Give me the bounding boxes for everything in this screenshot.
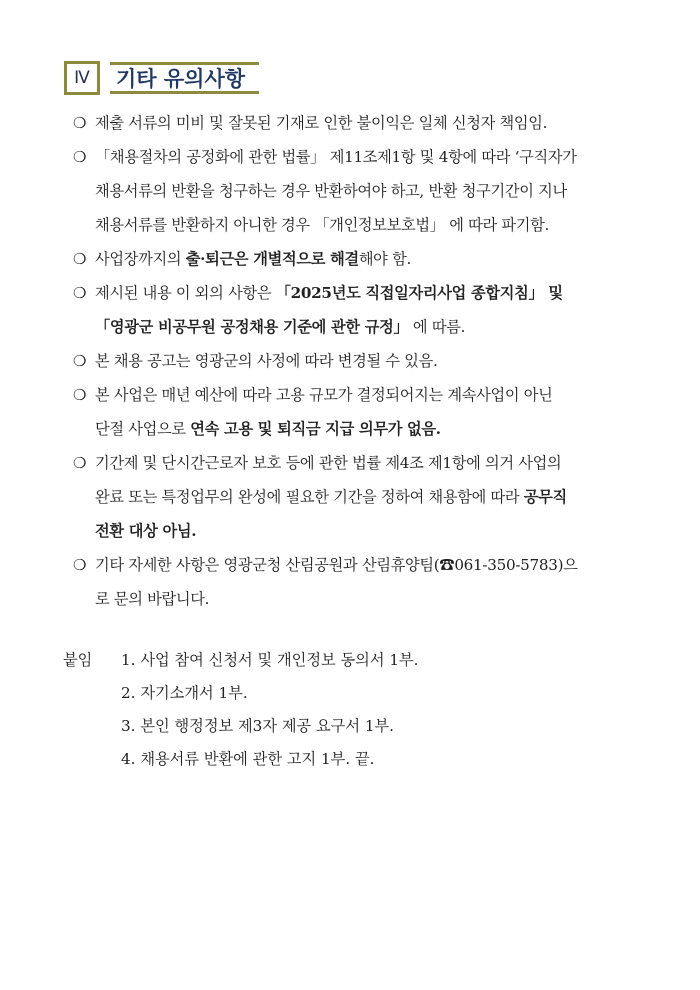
text: 제출 서류의 미비 및 잘못된 기재로 인한 불이익은 일체 신청자 책임임. xyxy=(95,114,548,132)
item-line xyxy=(73,344,693,378)
attachment-item xyxy=(63,677,419,710)
section-header xyxy=(64,62,259,94)
text: 완료 또는 특정업무의 완성에 필요한 기간을 정하여 채용함에 따라 xyxy=(95,488,524,506)
item-line xyxy=(73,412,693,446)
item-line xyxy=(73,242,693,276)
circle-bullet-icon: ❍ xyxy=(73,386,87,404)
bold-text: 연속 고용 및 퇴직금 지급 의무가 없음. xyxy=(190,420,441,438)
text: 기간제 및 단시간근로자 보호 등에 관한 법률 제4조 제1항에 의거 사업의 xyxy=(95,454,562,472)
bold-text: 출·퇴근은 개별적으로 해결 xyxy=(185,250,359,268)
bold-text: 전환 대상 아님. xyxy=(95,522,197,540)
bold-text: 「2025년도 직접일자리사업 종합지침」 및 xyxy=(275,284,563,302)
notice-list xyxy=(73,106,693,616)
text: 에 따름. xyxy=(408,318,466,336)
circle-bullet-icon: ❍ xyxy=(73,250,87,268)
bold-text: 「영광군 비공무원 공정채용 기준에 관한 규정」 xyxy=(95,318,409,336)
text: 본 사업은 매년 예산에 따라 고용 규모가 결정되어지는 계속사업이 아닌 xyxy=(95,386,553,404)
list-item xyxy=(73,276,693,344)
attachment-label: 붙임 xyxy=(63,651,93,669)
item-line xyxy=(73,378,693,412)
circle-bullet-icon: ❍ xyxy=(73,454,87,472)
section-title: 기타 유의사항 xyxy=(110,62,259,94)
attachment-text: 1. 사업 참여 신청서 및 개인정보 동의서 1부. xyxy=(121,651,419,669)
circle-bullet-icon: ❍ xyxy=(73,284,87,302)
text: 「채용절차의 공정화에 관한 법률」 제11조제1항 및 4항에 따라 ‘구직자가 xyxy=(95,148,577,166)
section-number: Ⅳ xyxy=(64,61,100,95)
list-item xyxy=(73,344,693,378)
attachment-text: 3. 본인 행정정보 제3자 제공 요구서 1부. xyxy=(121,717,395,735)
list-item xyxy=(73,106,693,140)
list-item xyxy=(73,140,693,242)
text: 채용서류의 반환을 청구하는 경우 반환하여야 하고, 반환 청구기간이 지나 xyxy=(95,182,567,200)
item-line xyxy=(73,514,693,548)
attachment-text: 4. 채용서류 반환에 관한 고지 1부. 끝. xyxy=(121,750,375,768)
text: 로 문의 바랍니다. xyxy=(95,590,210,608)
item-line xyxy=(73,480,693,514)
item-line xyxy=(73,174,693,208)
list-item xyxy=(73,446,693,548)
attachment-item xyxy=(63,743,419,776)
text: 채용서류를 반환하지 아니한 경우 「개인정보보호법」 에 따라 파기함. xyxy=(95,216,550,234)
item-line xyxy=(73,208,693,242)
attachment-item xyxy=(63,710,419,743)
text: 사업장까지의 xyxy=(95,250,186,268)
circle-bullet-icon: ❍ xyxy=(73,352,87,370)
bold-text: 공무직 xyxy=(523,488,567,506)
item-line xyxy=(73,276,693,310)
item-line xyxy=(73,310,693,344)
text: 본 채용 공고는 영광군의 사정에 따라 변경될 수 있음. xyxy=(95,352,438,370)
attachments xyxy=(63,644,419,776)
text: 제시된 내용 이 외의 사항은 xyxy=(95,284,276,302)
circle-bullet-icon: ❍ xyxy=(73,148,87,166)
circle-bullet-icon: ❍ xyxy=(73,556,87,574)
text: 기타 자세한 사항은 영광군청 산림공원과 산림휴양팀(☎061-350-5783)으 xyxy=(95,556,578,574)
item-line xyxy=(73,548,693,582)
attachment-item xyxy=(63,644,419,677)
list-item xyxy=(73,378,693,446)
attachment-text: 2. 자기소개서 1부. xyxy=(121,684,248,702)
list-item xyxy=(73,548,693,616)
text: 해야 함. xyxy=(358,250,411,268)
item-line xyxy=(73,446,693,480)
item-line xyxy=(73,140,693,174)
item-line xyxy=(73,582,693,616)
text: 단절 사업으로 xyxy=(95,420,191,438)
item-line xyxy=(73,106,693,140)
list-item xyxy=(73,242,693,276)
circle-bullet-icon: ❍ xyxy=(73,114,87,132)
